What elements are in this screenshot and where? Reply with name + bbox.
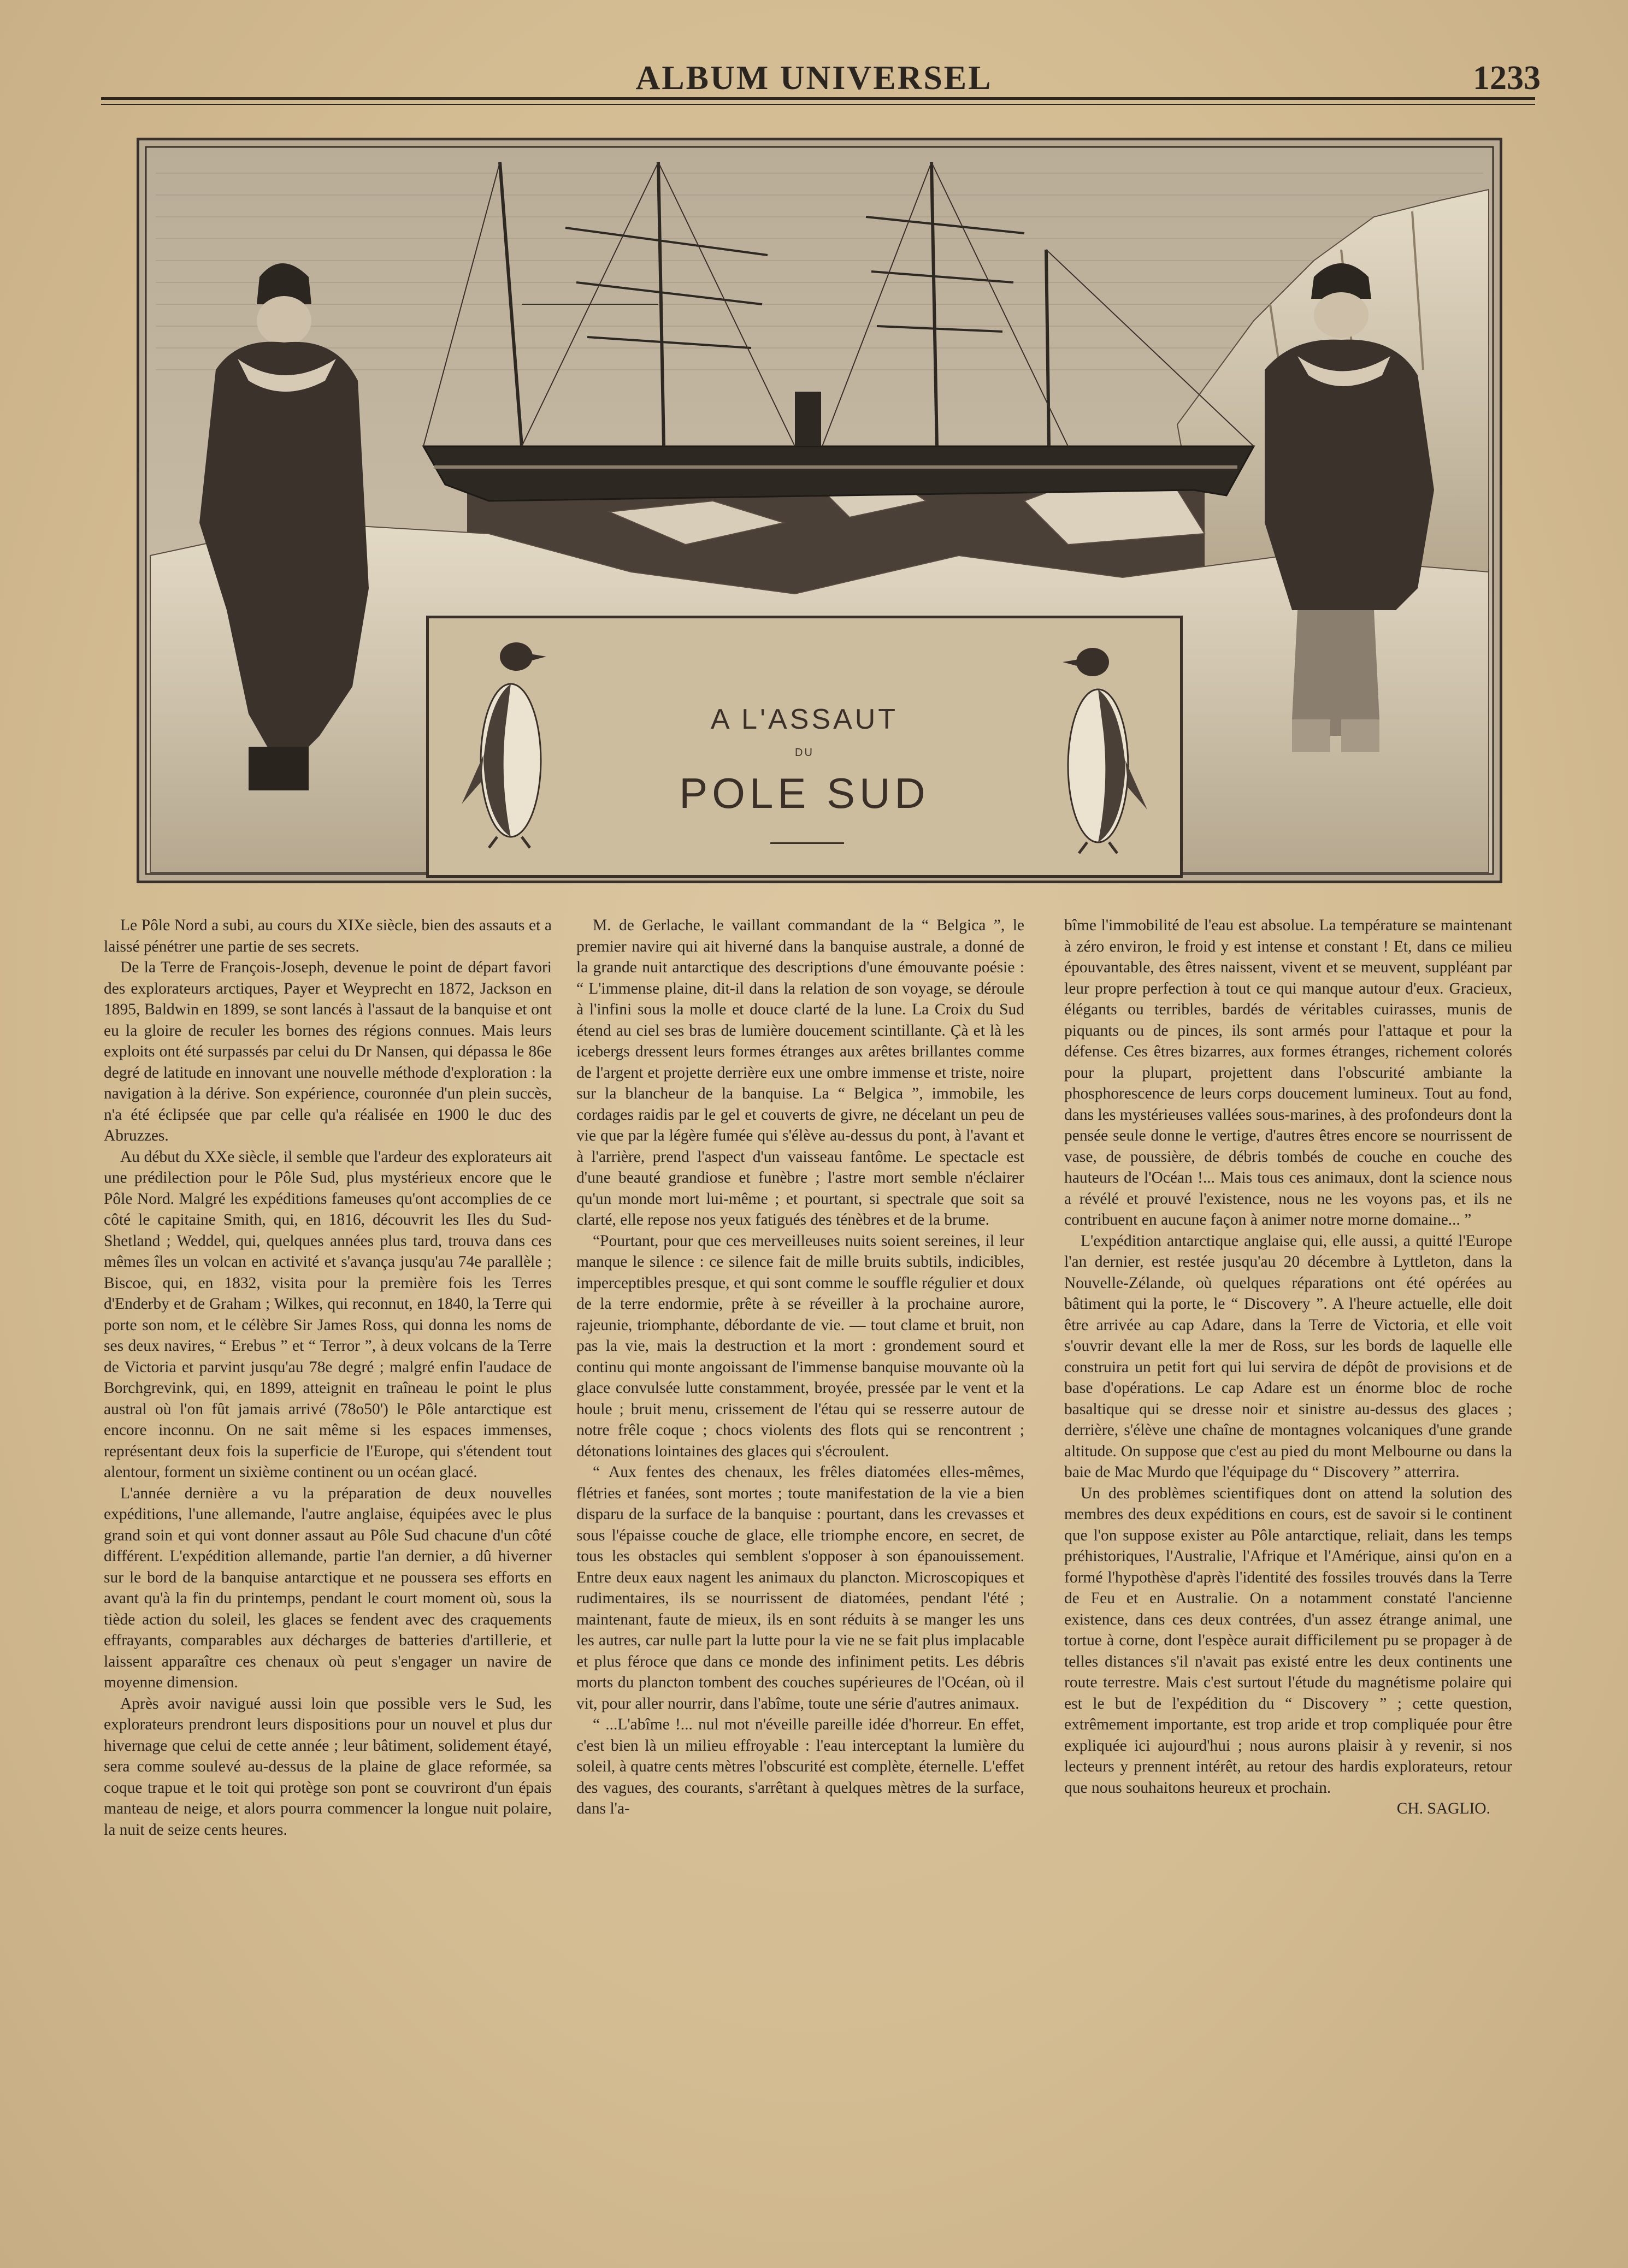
- paragraph: “ Aux fentes des chenaux, les frêles diatomées elles-mêmes, flétries et fanées, sont mortes ; toute manifestation de la vie a bien disparu de la surface de la banquise : pourtant, dans les crevasses et sous l'épaisse couche de glace, elle triomphe encore, en secret, de tous les obstacles qui semblent s'opposer à son épanouissement. Entre deux eaux nagent les animaux du plancton. Microscopiques et rudimentaires, ils se nourrissent de diatomées, pendant l'été ; maintenant, faute de mieux, ils en sont réduits à se manger les uns les autres, car nulle part la lutte pour la vie ne se fait plus implacable et plus féroce que dans ce monde des infiniment petits. Les débris morts du plancton tombent des couches supérieures de l'Océan, où il vit, pour aller nourrir, dans l'abîme, toute une série d'autres animaux.: [576, 1463, 1024, 1712]
- caption-small: DU: [795, 747, 814, 759]
- paragraph: Un des problèmes scientifiques dont on attend la solution des membres des deux expéditions en cours, est de savoir si le continent que l'on suppose exister au Pôle antarctique, reliait, dans les temps préhistoriques, l'Australie, l'Afrique et l'Amérique, ainsi qu'on en a formé l'hypothèse d'après l'identité des fossiles trouvés dans la Terre de Feu et en Australie. On a notamment constaté l'ancienne existence, dans ces deux contrées, d'un assez étrange animal, une tortue à corne, dont l'espèce aurait difficilement pu se propager à de telles distances s'il n'avait pas existé entre les deux continents une route terrestre. Mais c'est surtout l'étude du magnétisme polaire qui est le but de l'expédition du “ Discovery ” ; cette question, extrêmement importante, est trop aride et trop compliquée pour être expliquée ici aujourd'hui ; nous aurons plaisir à y revenir, si nos lecteurs y prennent intérêt, au retour des hardis explorateurs, retour que nous souhaitons heureux et prochain.: [1064, 1484, 1512, 1797]
- article-column-1: [104, 915, 552, 1840]
- page-number: 1233: [1473, 60, 1541, 97]
- paragraph: De la Terre de François-Joseph, devenue le point de départ favori des explorateurs arctiques, Payer et Weyprecht en 1872, Jackson en 1895, Baldwin en 1899, se sont lancés à l'assaut de la banquise et ont eu la gloire de reculer les bornes des régions connues. Mais leurs exploits ont été surpassés par celui du Dr Nansen, qui dépassa le 86e degré de latitude en innovant une nouvelle méthode d'exploration : la navigation à la dérive. Son expérience, couronnée d'un plein succès, n'a été éclipsée que par celle qu'a réalisée en 1900 le duc des Abruzzes.: [104, 959, 552, 1144]
- journal-title: ALBUM UNIVERSEL: [635, 60, 993, 97]
- paragraph: “Pourtant, pour que ces merveilleuses nuits soient sereines, il leur manque le silence : ce silence fait de mille bruits subtils, indicibles, imperceptibles presque, et qui sont comme le souffle régulier et doux de la terre endormie, prête à se réveiller à la prochaine aurore, rajeunie, triomphante, débordante de vie. — tout clame et bruit, non pas la vie, mais la destruction et la mort : grondement sourd et continu qui monte angoissant de l'immense banquise mouvante où la glace convulsée lutte constamment, broyée, pressée par le vent et la houle ; bruit menu, crissement de l'étau qui se resserre autour de notre frêle coque ; chocs violents des flots qui se rencontrent ; détonations lointaines des glaces qui s'écroulent.: [576, 1232, 1024, 1460]
- paragraph: “ ...L'abîme !... nul mot n'éveille pareille idée d'horreur. En effet, c'est bien là un milieu effroyable : l'eau interceptant la lumière du soleil, à quatre cents mètres l'obscurité est complète, éternelle. L'effet des vagues, des courants, s'arrêtant à quelques mètres de la surface, dans l'a-: [576, 1716, 1024, 1817]
- paragraph: M. de Gerlache, le vaillant commandant de la “ Belgica ”, le premier navire qui ait hiverné dans la banquise australe, a donné de la grande nuit antarctique des descriptions d'une émouvante poésie : “ L'immense plaine, dit-il dans la relation de son voyage, se déroule à l'infini sous la molle et douce clarté de la lune. La Croix du Sud étend au ciel ses bras de lumière doucement scintillante. Çà et là les icebergs dressent leurs formes étranges aux arêtes brillantes comme de l'argent et projette derrière eux une ombre immense et triste, noire sur la blancheur de la banquise. La “ Belgica ”, immobile, les cordages raidis par le gel et couverts de givre, ne décelant un peu de vie que par la légère fumée qui s'élève au-dessus du pont, à l'avant et à l'arrière, prend l'aspect d'un vaisseau fantôme. Le spectacle est d'une beauté grandiose et funèbre ; l'astre mort semble n'éclairer qu'un monde mort lui-même ; et pourtant, si spectrale que soit sa clarté, elle repose nos yeux fatigués des ténèbres et de la brume.: [576, 917, 1024, 1228]
- author-signature: CH. SAGLIO.: [1396, 1800, 1490, 1817]
- header-rule: [101, 97, 1535, 100]
- illustration: [137, 138, 1502, 883]
- paragraph: Après avoir navigué aussi loin que possible vers le Sud, les explorateurs prendront leurs dispositions pour un nouvel et plus dur hivernage que celui de cette année ; leur bâtiment, solidement étayé, sera comme soulevé au-dessus de la plaine de glace reformée, sa coque trapue et le toit qui protège son pont se couvriront d'un épais manteau de neige, et alors pourra commencer la longue nuit polaire, la nuit de seize cents heures.: [104, 1694, 552, 1839]
- caption-subject: POLE SUD: [679, 769, 930, 817]
- article-column-3: [1064, 915, 1512, 1820]
- caption-rule: [770, 842, 844, 844]
- paragraph: L'expédition antarctique anglaise qui, elle aussi, a quitté l'Europe l'an dernier, est restée jusqu'au 20 décembre à Lyttleton, dans la Nouvelle-Zélande, où quelques réparations ont été opérées au bâtiment qui la porte, le “ Discovery ”. A l'heure actuelle, elle doit être arrivée au cap Adare, dans la Terre de Victoria, et elle voit s'ouvrir devant elle la mer de Ross, sur les bords de laquelle elle construira un petit fort qui lui servira de dépôt de provisions et de base d'opérations. Le cap Adare est un énorme bloc de roche basaltique qui se dresse noir et sinistre au-dessus des glaces ; derrière, s'élève une chaîne de montagnes volcaniques d'une grande altitude. On suppose que c'est au pied du mont Melbourne ou dans la baie de Mac Murdo que l'équipage du “ Discovery ” atterrira.: [1064, 1232, 1512, 1481]
- paragraph: Au début du XXe siècle, il semble que l'ardeur des explorateurs ait une prédilection pour le Pôle Sud, plus mystérieux encore que le Pôle Nord. Malgré les expéditions fameuses qu'ont accomplies de ce côté le capitaine Smith, qui, en 1816, découvrit les Iles du Sud-Shetland ; Weddel, qui, quelques années plus tard, trouva dans ces mêmes îles un volcan en activité et s'avança jusqu'au 74e parallèle ; Biscoe, qui, en 1832, visita pour la première fois les Terres d'Enderby et de Graham ; Wilkes, qui reconnut, en 1840, la Terre qui porte son nom, et le célèbre Sir James Ross, qui donna les noms de ses deux navires, “ Erebus ” et “ Terror ”, à deux volcans de la Terre de Victoria et parvint jusqu'au 78e degré ; malgré enfin l'audace de Borchgrevink, qui, en 1899, atteignit en traîneau le point le plus austral où l'on fût jamais arrivé (78o50') le Pôle antarctique est encore inconnu. On ne sait même si les espaces immenses, représentant deux fois la superficie de l'Europe, qui s'étendent tout alentour, forment un sixième continent ou un océan glacé.: [104, 1148, 552, 1481]
- paragraph: L'année dernière a vu la préparation de deux nouvelles expéditions, l'une allemande, l'autre anglaise, équipées avec le plus grand soin et qui vont donner assaut au Pôle Sud chacune d'un côté différent. L'expédition allemande, partie l'an dernier, a dû hiverner sur le bord de la banquise antarctique et ne poussera ses efforts en avant qu'à la fin du printemps, pendant le court moment où, sous la tiède action du soleil, les glaces se fendent avec des craquements effrayants, comparables aux décharges de batteries d'artillerie, et laissent apparaître ces chenaux où peut s'engager un navire de moyenne dimension.: [104, 1484, 552, 1691]
- caption-panel: [426, 616, 1183, 878]
- paragraph: Le Pôle Nord a subi, au cours du XIXe siècle, bien des assauts et a laissé pénétrer une partie de ses secrets.: [104, 917, 552, 955]
- caption-title: A L'ASSAUT: [710, 704, 899, 735]
- header-rule-thin: [101, 104, 1535, 105]
- article-column-2: [576, 915, 1024, 1820]
- paragraph: bîme l'immobilité de l'eau est absolue. La température se maintenant à zéro environ, le froid y est intense et constant ! Et, dans ce milieu épouvantable, des êtres naissent, vivent et se meuvent, suppléant par leur propre perfection à tout ce qui manque autour d'eux. Gracieux, élégants ou terribles, bardés de véritables cuirasses, munis de piquants ou de pinces, ils sont armés pour l'attaque et pour la défense. Ces êtres bizarres, aux formes étranges, richement colorés pour la plupart, projettent dans l'obscurité ambiante la phosphorescence de leurs corps doucement lumineux. Tout au fond, dans les mystérieuses vallées sous-marines, à des profondeurs dont la pensée seule donne le vertige, d'autres êtres encore se nourrissent de vase, de poussière, de débris tombés de couche en couche des hauteurs de l'Océan !... Mais tous ces animaux, dont la science nous a révélé et prouvé l'existence, nous ne les voyons pas, et ils ne contribuent en aucune façon à animer notre morne domaine... ”: [1064, 917, 1512, 1228]
